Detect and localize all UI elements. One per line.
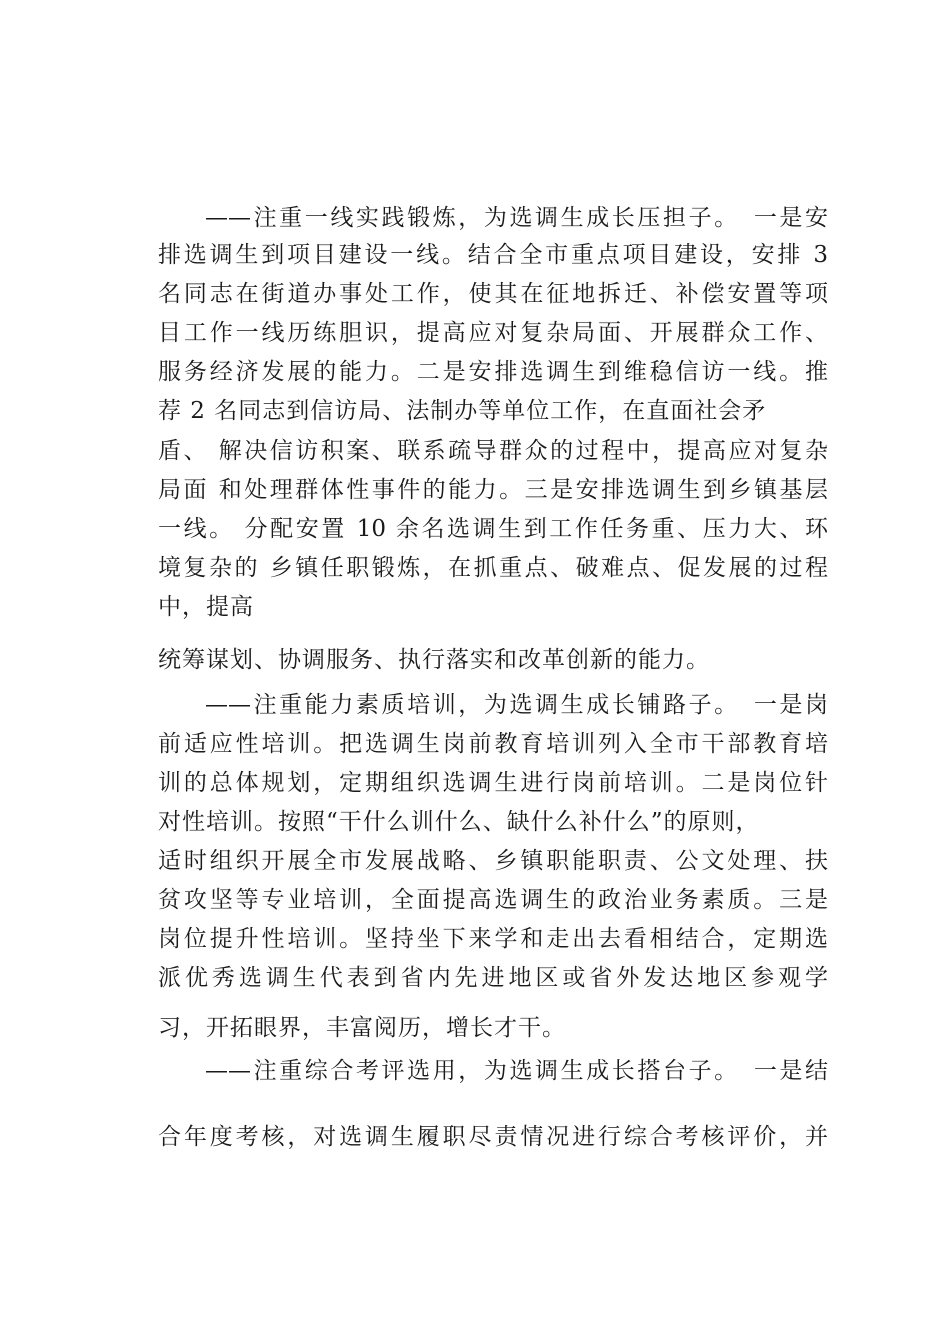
paragraph-1-line-8: 局面 和处理群体性事件的能力。三是安排选调生到乡镇基层 — [158, 477, 828, 503]
paragraph-1-line-10: 境复杂的 乡镇任职锻炼，在抓重点、破难点、促发展的过程 — [158, 555, 828, 581]
paragraph-1-line-6: 荐 2 名同志到信访局、法制办等单位工作，在直面社会矛 — [158, 398, 767, 424]
paragraph-3-line-1: ——注重综合考评选用，为选调生成长搭台子。 一是结 — [205, 1058, 828, 1084]
paragraph-1-line-12: 统筹谋划、协调服务、执行落实和改革创新的能力。 — [158, 647, 710, 673]
paragraph-2-line-5: 适时组织开展全市发展战略、乡镇职能职责、公文处理、扶 — [158, 848, 828, 874]
paragraph-1-line-1: ——注重一线实践锻炼，为选调生成长压担子。 一是安 — [205, 205, 828, 231]
paragraph-2-line-6: 贫攻坚等专业培训，全面提高选调生的政治业务素质。三是 — [158, 887, 828, 913]
paragraph-1-line-2: 排选调生到项目建设一线。结合全市重点项目建设，安排 3 — [158, 242, 828, 268]
paragraph-1-line-4: 目工作一线历练胆识，提高应对复杂局面、开展群众工作、 — [158, 320, 828, 346]
paragraph-2-line-2: 前适应性培训。把选调生岗前教育培训列入全市干部教育培 — [158, 731, 828, 757]
paragraph-1-line-9: 一线。 分配安置 10 余名选调生到工作任务重、压力大、环 — [158, 516, 828, 542]
paragraph-1-line-7: 盾、 解决信访积案、联系疏导群众的过程中，提高应对复杂 — [158, 438, 828, 464]
paragraph-2-line-8: 派优秀选调生代表到省内先进地区或省外发达地区参观学 — [158, 965, 828, 991]
paragraph-1-line-3: 名同志在街道办事处工作，使其在征地拆迁、补偿安置等项 — [158, 281, 828, 307]
paragraph-2-line-3: 训的总体规划，定期组织选调生进行岗前培训。二是岗位针 — [158, 770, 828, 796]
paragraph-1-line-5: 服务经济发展的能力。二是安排选调生到维稳信访一线。推 — [158, 359, 828, 385]
paragraph-2-line-1: ——注重能力素质培训，为选调生成长铺路子。 一是岗 — [205, 692, 828, 718]
paragraph-2-line-7: 岗位提升性培训。坚持坐下来学和走出去看相结合，定期选 — [158, 926, 828, 952]
paragraph-1-line-11: 中，提高 — [158, 594, 254, 620]
paragraph-2-line-4: 对性培训。按照“干什么训什么、缺什么补什么”的原则， — [158, 809, 760, 835]
paragraph-3-line-2: 合年度考核，对选调生履职尽责情况进行综合考核评价，并 — [158, 1124, 828, 1150]
paragraph-2-line-9: 习，开拓眼界，丰富阅历，增长才干。 — [158, 1015, 566, 1041]
